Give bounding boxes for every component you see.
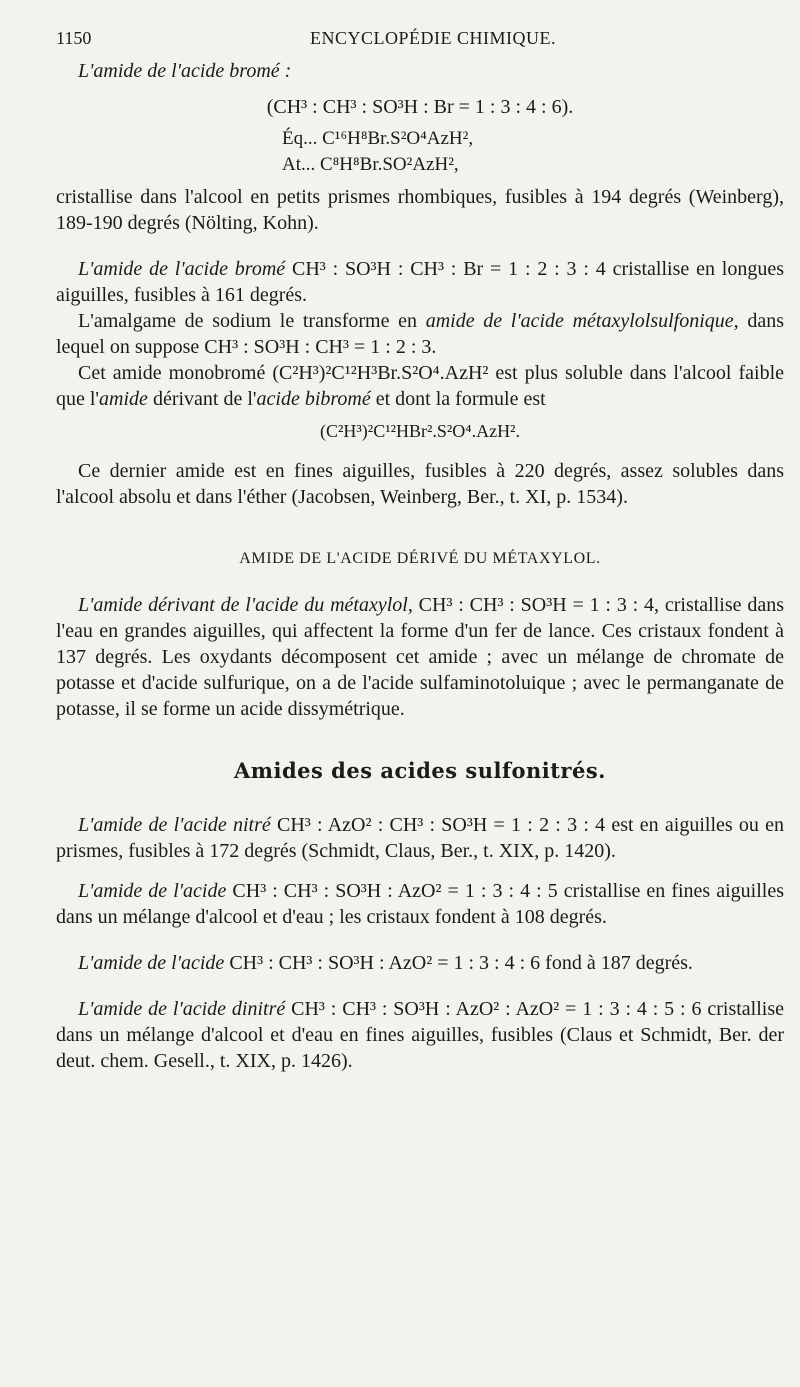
paragraph-amide-brome-2: L'amide de l'acide bromé CH³ : SO³H : CH³ : Br = 1 : 2 : 3 : 4 cristallise en longues aiguilles, fusibles à 161 degrés. (56, 258, 784, 306)
page-number: 1150 (56, 28, 92, 48)
paragraph-amalgame: L'amalgame de sodium le transforme en amide de l'acide métaxylolsulfonique, dans lequel on suppose CH³ : SO³H : CH³ = 1 : 2 : 3. (56, 310, 784, 358)
paragraph-acide-1346: L'amide de l'acide CH³ : CH³ : SO³H : AzO² = 1 : 3 : 4 : 6 fond à 187 degrés. (78, 952, 693, 974)
formula-bibrome: (C²H³)²C¹²HBr².S²O⁴.AzH². (320, 421, 520, 441)
formula-positions: (CH³ : CH³ : SO³H : Br = 1 : 3 : 4 : 6). (266, 96, 574, 118)
section-title-metaxylol: AMIDE DE L'ACIDE DÉRIVÉ DU MÉTAXYLOL. (239, 550, 601, 567)
paragraph-acide-nitre: L'amide de l'acide nitré CH³ : AzO² : CH³ : SO³H = 1 : 2 : 3 : 4 est en aiguilles ou en prismes, fusibles à 172 degrés (Schmidt, Claus, Ber., t. XIX, p. 1420). (56, 814, 785, 862)
paragraph-metaxylol: L'amide dérivant de l'acide du métaxylol, CH³ : CH³ : SO³H = 1 : 3 : 4, cristallise dans l'eau en grandes aiguilles, qui affectent la forme d'un fer de lance. Ces cristaux fondent à 137 degrés. Les oxydants décomposent cet amide ; avec un mélange de chromate de potasse et d'acide sulfurique, on a de l'acide sulfaminotoluique ; avec le permanganate de potasse, il se forme un acide dissymétrique. (56, 594, 784, 720)
paragraph-monobrome: Cet amide monobromé (C²H³)²C¹²H³Br.S²O⁴.AzH² est plus soluble dans l'alcool faible que l'amide dérivant de l'acide bibromé et dont la formule est (56, 362, 784, 410)
running-title: ENCYCLOPÉDIE CHIMIQUE. (310, 28, 556, 48)
formula-eq: Éq... C¹⁶H⁸Br.S²O⁴AzH², (282, 128, 474, 149)
heading-amide-acide-brome: L'amide de l'acide bromé : (78, 60, 292, 82)
paragraph-cristallise: cristallise dans l'alcool en petits prismes rhombiques, fusibles à 194 degrés (Weinberg), 189-190 degrés (Nölting, Kohn). (56, 186, 784, 234)
paragraph-acide-1345: L'amide de l'acide CH³ : CH³ : SO³H : AzO² = 1 : 3 : 4 : 5 cristallise en fines aiguilles dans un mélange d'alcool et d'eau ; les cristaux fondent à 108 degrés. (56, 880, 784, 928)
page-header (56, 28, 784, 58)
formula-eq-at (282, 126, 784, 178)
paragraph-acide-dinitre: L'amide de l'acide dinitré CH³ : CH³ : SO³H : AzO² : AzO² = 1 : 3 : 4 : 5 : 6 cristallise dans un mélange d'alcool et d'eau en fines aiguilles, fusibles (Claus et Schmidt, Ber. der deut. chem. Gesell., t. XIX, p. 1426). (56, 998, 785, 1072)
formula-at: At... C⁸H⁸Br.SO²AzH², (282, 154, 459, 175)
paragraph-dernier-amide: Ce dernier amide est en fines aiguilles, fusibles à 220 degrés, assez solubles dans l'alcool absolu et dans l'éther (Jacobsen, Weinberg, Ber., t. XI, p. 1534). (56, 460, 784, 508)
document-page (56, 28, 784, 1074)
section-title-sulfonitres: Amides des acides sulfonitrés. (233, 758, 606, 783)
